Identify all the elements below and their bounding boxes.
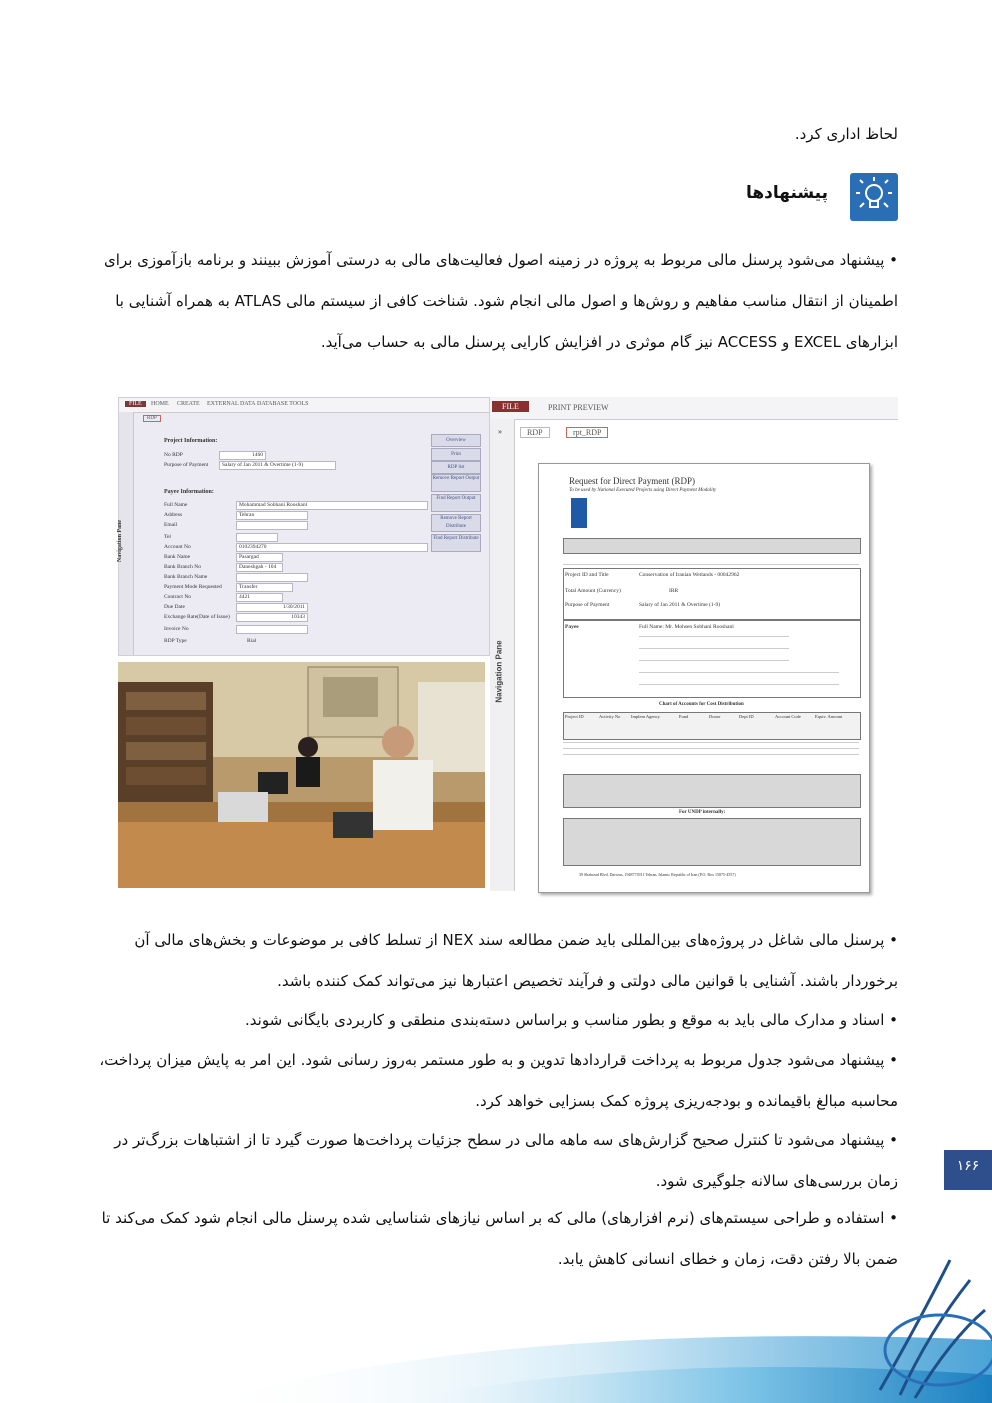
field-no-rdp[interactable]: 1460: [219, 451, 266, 460]
decorative-wave: [0, 1200, 992, 1403]
report-row-value: Conservation of Iranian Wetlands - 00042962: [639, 572, 740, 578]
field-label: Tel: [164, 534, 171, 540]
report-subtitle: To be used by National Executed Projects using Direct Payment Modality: [569, 488, 717, 493]
coa-header: Account Code: [775, 714, 801, 719]
report-row-value: Salary of Jan 2011 & Overtime (1-9): [639, 602, 721, 608]
report-page: [538, 463, 870, 893]
report-title: Request for Direct Payment (RDP): [569, 476, 695, 486]
paragraph-contracts: [99, 1040, 898, 1122]
report-footer: 39 Shahrzad Blvd, Darrous, 1948773911 Tehran, Islamic Republic of Iran (P.O. Box 15875-4557): [579, 872, 736, 877]
field-label: Due Date: [164, 604, 185, 610]
paragraph-line: زمان بررسی‌های سالانه جلوگیری شود.: [655, 1172, 898, 1190]
paragraph-line: • پیشنهاد می‌شود تا کنترل صحیح گزارش‌های سه ماهه مالی در سطح جزئیات پرداخت‌ها صورت گیرد تا از اشتباهات بزرگ‌تر در: [114, 1131, 898, 1149]
report-row-value: Full Name: Mr. Mohsen Sobhani Rooshanl: [639, 624, 734, 630]
paragraph-line: ضمن بالا رفتن دقت، زمان و خطای انسانی کاهش یابد.: [557, 1250, 898, 1268]
field-full-name[interactable]: Mohammad Sobhani Rooshanl: [236, 501, 428, 510]
field-label: Bank Branch No: [164, 564, 201, 570]
paragraph-line: • استفاده و طراحی سیستم‌های (نرم افزارهای) مالی که بر اساس نیازهای شناسایی شده پرسنل مالی انجام شود کمک می‌کند تا: [101, 1209, 898, 1227]
field-label: No RDP: [164, 452, 183, 458]
paragraph-training: [104, 240, 898, 363]
field-purpose[interactable]: Salary of Jan 2011 & Overtime (1-9): [219, 461, 336, 470]
coa-header: Dept ID: [739, 714, 754, 719]
report-row-value: IRR: [669, 588, 679, 594]
print-button[interactable]: Print: [431, 448, 481, 461]
report-row-label: Project ID and Title: [565, 572, 609, 578]
page-number: ۱۶۶: [944, 1150, 992, 1190]
paragraph-line: اطمینان از انتقال مناسب مفاهیم و روش‌ها و اصول مالی انجام شود. شناخت کافی از سیستم مالی ATLAS به همراه آشنایی با: [115, 292, 898, 310]
navigation-pane-label[interactable]: Navigation Pane: [117, 519, 124, 563]
paragraph-line: ابزارهای EXCEL و ACCESS نیز گام موثری در افزایش کارایی پرسنل مالی به حساب می‌آید.: [320, 333, 898, 351]
field-label: Invoice No: [164, 626, 189, 632]
paragraph-line: • پیشنهاد می‌شود پرسنل مالی مربوط به پروژه در زمینه اصول فعالیت‌های مالی به درستی آموزش ببینند و برنامه بازآموزی برای: [104, 251, 898, 269]
field-contract-no[interactable]: 4421: [236, 593, 283, 602]
paragraph-line: محاسبه مبالغ باقیمانده و بودجه‌ریزی پروژه کمک بسزایی خواهد کرد.: [475, 1092, 898, 1110]
field-bank-branch-no[interactable]: Daneshgah - 104: [236, 563, 283, 572]
field-email[interactable]: [236, 521, 308, 530]
field-payment-mode[interactable]: Transfer: [236, 583, 293, 592]
section-payee-info: Payee Information:: [164, 489, 214, 495]
tab-rpt-rdp[interactable]: rpt_RDP: [566, 427, 608, 438]
report-row-label: Total Amount (Currency): [565, 588, 621, 594]
office-photo: [118, 662, 485, 888]
paragraph-line: • پیشنهاد می‌شود جدول مربوط به پرداخت قراردادها تدوین و به طور مستمر به‌روز رسانی شود. این امر به پایش میزان پرداخت،: [99, 1051, 898, 1069]
find-report-output-button[interactable]: Find Report Output: [431, 494, 481, 512]
ribbon-tab-home[interactable]: HOME: [151, 401, 169, 407]
coa-title: Chart of Accounts for Cost Distribution: [659, 702, 744, 707]
access-print-preview-screenshot: [490, 397, 898, 891]
coa-header: Activity No: [599, 714, 621, 719]
lightbulb-icon: [850, 173, 898, 221]
ribbon-tab-create[interactable]: CREATE: [177, 401, 200, 407]
field-label: Exchange Rate(Date of Issue): [164, 614, 230, 620]
coa-header: Fund: [679, 714, 689, 719]
ribbon-tab-print-preview[interactable]: PRINT PREVIEW: [548, 403, 609, 412]
tab-rdp[interactable]: RDP: [520, 427, 550, 438]
field-due-date[interactable]: 1/30/2011: [236, 603, 308, 612]
paragraph-archive: [118, 1000, 898, 1041]
report-row-label: Payee: [565, 624, 579, 630]
field-label: Address: [164, 512, 183, 518]
field-label: RDP Type: [164, 638, 187, 644]
report-row-label: Purpose of Payment: [565, 602, 610, 608]
field-label: Account No: [164, 544, 191, 550]
remove-report-distribute-button[interactable]: Remove Report Distribute: [431, 514, 481, 532]
intro-line: لحاظ اداری کرد.: [794, 125, 898, 143]
doc-tab-rdp[interactable]: RDP: [143, 415, 161, 422]
overview-button[interactable]: Overview: [431, 434, 481, 447]
paragraph-line: • اسناد و مدارک مالی باید به موقع و بطور مناسب و براساس دسته‌بندی منطقی و کاربردی بایگانی شوند.: [245, 1011, 898, 1029]
coa-header: Donor: [709, 714, 721, 719]
paragraph-line: • پرسنل مالی شاغل در پروژه‌های بین‌المللی باید ضمن مطالعه سند NEX از تسلط کافی بر موضوعات و بخش‌های مالی آن: [134, 931, 898, 949]
paragraph-quarterly: [114, 1120, 898, 1202]
field-bank-name[interactable]: Pasargad: [236, 553, 283, 562]
field-label: Contract No: [164, 594, 192, 600]
field-label: Purpose of Payment: [164, 462, 209, 468]
ribbon-tab-file[interactable]: FILE: [125, 401, 146, 407]
field-label: Email: [164, 522, 178, 528]
field-label: Full Name: [164, 502, 188, 508]
navigation-pane-label[interactable]: Navigation Pane: [494, 640, 504, 703]
section-heading: پیشنهادها: [745, 183, 828, 203]
field-label: Bank Name: [164, 554, 191, 560]
paragraph-nex: [118, 920, 898, 1002]
field-address[interactable]: Tehran: [236, 511, 308, 520]
nav-expand-icon[interactable]: »: [498, 427, 502, 436]
section-project-info: Project Information:: [164, 438, 218, 444]
field-invoice-no[interactable]: [236, 625, 308, 634]
coa-header: Implem Agency: [631, 714, 660, 719]
remove-report-output-button[interactable]: Remove Report Output: [431, 474, 481, 492]
rdp-type-value[interactable]: Rial: [247, 638, 257, 644]
field-label: Payment Mode Requested: [164, 584, 222, 590]
field-tel[interactable]: [236, 533, 278, 542]
access-form-screenshot: [118, 397, 490, 656]
rdp-list-button[interactable]: RDP list: [431, 461, 481, 474]
field-account-no[interactable]: 0102394270: [236, 543, 428, 552]
undp-logo: [571, 498, 587, 528]
coa-header: Project ID: [565, 714, 584, 719]
field-bank-branch-name[interactable]: [236, 573, 308, 582]
for-undp-label: For UNDP internally:: [679, 810, 726, 815]
coa-header: Equiv. Amount: [815, 714, 843, 719]
ribbon-tab-file[interactable]: FILE: [492, 401, 529, 412]
ribbon-tab-database-tools[interactable]: DATABASE TOOLS: [257, 401, 309, 407]
field-exchange-rate[interactable]: 10343: [236, 613, 308, 622]
find-report-distribute-button[interactable]: Find Report Distribute: [431, 534, 481, 552]
paragraph-line: برخوردار باشند. آشنایی با قوانین مالی دولتی و فرآیند تخصیص اعتبارها نیز می‌تواند کمک کننده باشد.: [277, 972, 898, 990]
ribbon-tab-external-data[interactable]: EXTERNAL DATA: [207, 401, 256, 407]
field-label: Bank Branch Name: [164, 574, 208, 580]
